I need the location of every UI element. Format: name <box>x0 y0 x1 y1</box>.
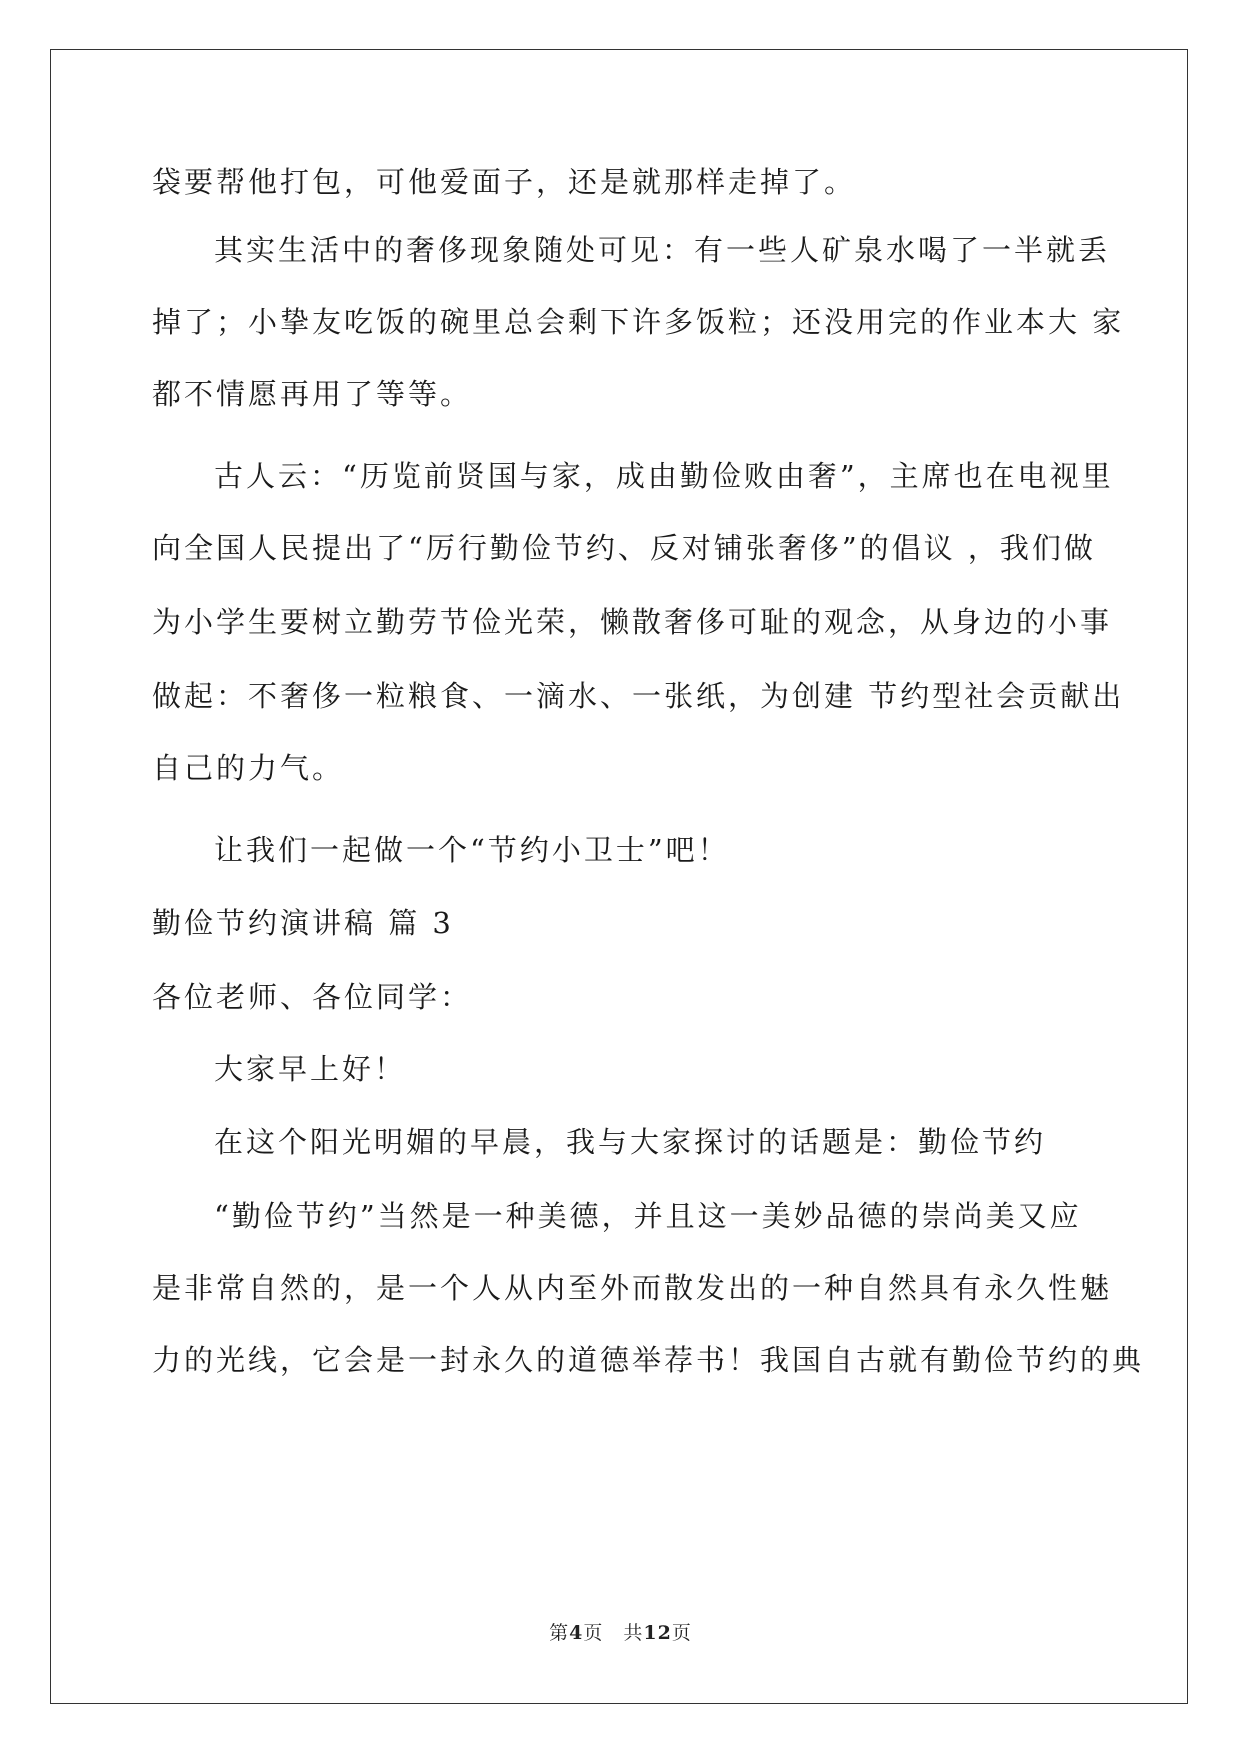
paragraph-line-9: 自己的力气。 <box>152 751 345 785</box>
greeting: 大家早上好！ <box>214 1052 407 1086</box>
paragraph-line-10: 让我们一起做一个“节约小卫士”吧！ <box>214 833 730 867</box>
paragraph-line-17: 力的光线，它会是一封永久的道德举荐书！我国自古就有勤俭节约的典 <box>152 1343 1145 1377</box>
footer-page-mid: 页 共 <box>583 1622 644 1644</box>
section-heading: 勤俭节约演讲稿 篇 3 <box>152 906 454 940</box>
footer-page-prefix: 第 <box>549 1622 570 1644</box>
paragraph-line-6: 向全国人民提出了“厉行勤俭节约、反对铺张奢侈”的倡议 ，我们做 <box>152 531 1096 565</box>
paragraph-line-15: “勤俭节约”当然是一种美德，并且这一美妙品德的崇尚美又应 <box>214 1199 1082 1233</box>
paragraph-line-16: 是非常自然的，是一个人从内至外而散发出的一种自然具有永久性魅 <box>152 1271 1113 1305</box>
paragraph-line-8: 做起：不奢侈一粒粮食、一滴水、一张纸，为创建 节约型社会贡献出 <box>152 679 1125 713</box>
page-footer <box>0 1618 1241 1645</box>
paragraph-line-3: 掉了；小挚友吃饭的碗里总会剩下许多饭粒；还没用完的作业本大 家 <box>152 305 1125 339</box>
footer-page-suffix: 页 <box>671 1622 692 1644</box>
paragraph-line-2: 其实生活中的奢侈现象随处可见：有一些人矿泉水喝了一半就丢 <box>214 233 1111 267</box>
salutation: 各位老师、各位同学： <box>152 980 473 1014</box>
footer-page-total: 12 <box>643 1622 672 1644</box>
paragraph-line-5: 古人云：“历览前贤国与家，成由勤俭败由奢”，主席也在电视里 <box>214 459 1114 493</box>
paragraph-line-4: 都不情愿再用了等等。 <box>152 377 473 411</box>
paragraph-line-14: 在这个阳光明媚的早晨，我与大家探讨的话题是：勤俭节约 <box>214 1125 1047 1159</box>
footer-page-current: 4 <box>569 1622 584 1644</box>
page-border <box>50 49 1188 1704</box>
paragraph-line-7: 为小学生要树立勤劳节俭光荣，懒散奢侈可耻的观念，从身边的小事 <box>152 605 1113 639</box>
text-line-1: 袋要帮他打包，可他爱面子，还是就那样走掉了。 <box>152 165 857 199</box>
